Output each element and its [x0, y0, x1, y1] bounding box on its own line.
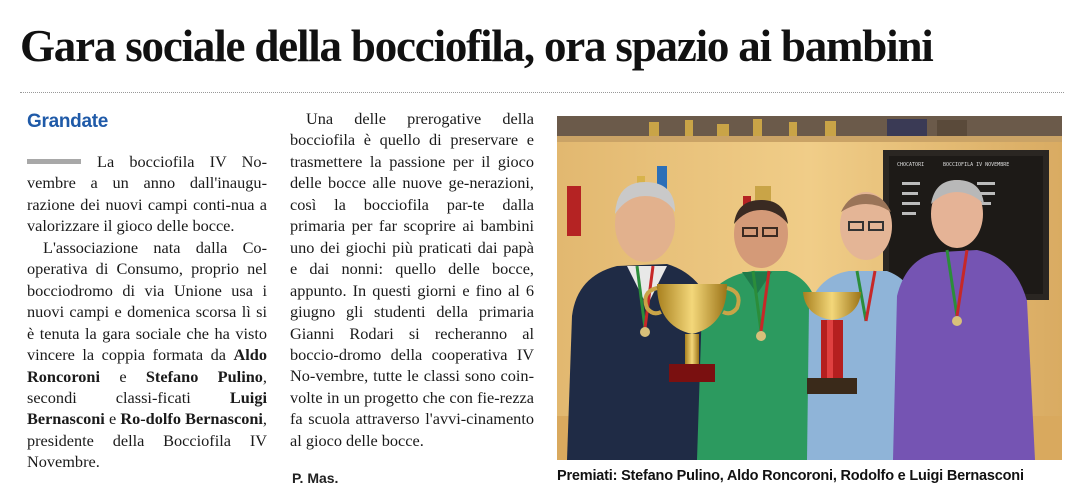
lead-bar: [27, 159, 81, 164]
award-photo-illustration: [557, 116, 1062, 460]
paragraph-2: [27, 237, 267, 473]
article-column-1: [27, 151, 267, 473]
name-aldo-roncoroni: Aldo Roncoroni: [27, 345, 267, 386]
paragraph-2-text-a: L'associazione nata dalla Co-operativa di Consumo, proprio nel bocciodromo di via Unione usa i nuovi campi e domenica scorsa lì si è tenuta la gara sociale che ha visto vincere la coppia formata da: [27, 237, 267, 365]
paragraph-2-text-c: , secondi classi-ficati: [27, 366, 267, 407]
paragraph-3: Una delle prerogative della bocciofila è quello di preservare e trasmettere la passione per il gioco delle bocce alle nuove ge-nerazioni, così la bocciofila par-te dalla primaria per far scoprire ai bambini uno dei giochi più praticati dai papà e dai nonni: quello delle bocce, appunto. In questi giorni e fino al 6 giugno gli studenti della primaria Gianni Rodari si recheranno al boccio-dromo della cooperativa IV No-vembre, tutte le classi sono coin-volte in un progetto che con fie-rezza fa scuola attraverso l'avvi-cinamento al gioco delle bocce.: [290, 109, 534, 450]
svg-text:CHOCATORI: CHOCATORI: [897, 162, 925, 168]
article-column-2: [290, 108, 534, 451]
paragraph-1: [27, 151, 267, 237]
name-stefano-pulino: Stefano Pulino: [145, 366, 263, 386]
scoreboard-title: BOCCIOFILA IV NOVEMBRE: [943, 162, 1010, 168]
upper-shelf-shadow: [557, 116, 1062, 138]
paragraph-2-text-d: e: [104, 409, 121, 429]
paragraph-2-text-e: , presidente della Bocciofila IV Novembre.: [27, 409, 267, 472]
section-label: Grandate: [27, 111, 109, 132]
author-signature: P. Mas.: [292, 470, 339, 486]
paragraph-1-text: La bocciofila IV No-vembre a un anno dall'inaugu-razione dei nuovi campi conti-nua a valorizzare il gioco delle bocce.: [27, 152, 267, 236]
top-divider: [20, 92, 1064, 93]
name-rodolfo-bernasconi: Ro-dolfo Bernasconi: [120, 409, 263, 429]
shelf: [557, 136, 1062, 142]
headline: Gara sociale della bocciofila, ora spazio ai bambini: [20, 21, 933, 71]
name-luigi-bernasconi: Luigi Bernasconi: [27, 387, 267, 429]
award-photo: [557, 116, 1062, 460]
photo-caption: Premiati: Stefano Pulino, Aldo Roncoroni, Rodolfo e Luigi Bernasconi: [557, 468, 1024, 484]
paragraph-2-text-b: e: [99, 366, 146, 386]
